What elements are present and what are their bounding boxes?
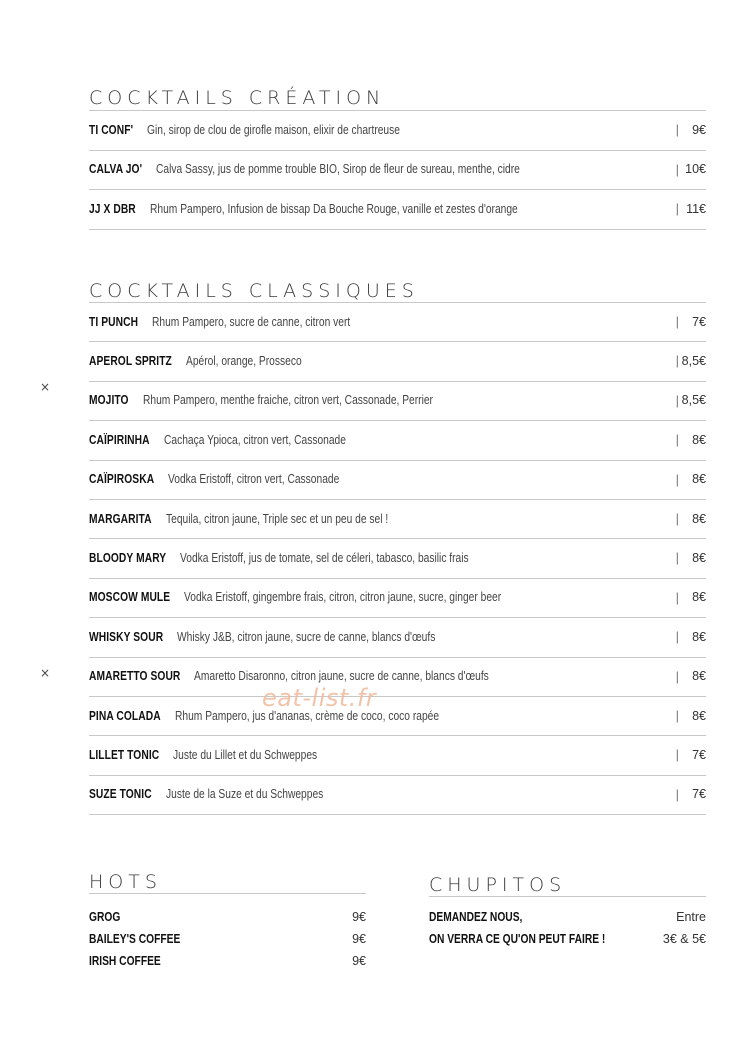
section-rule bbox=[89, 893, 366, 894]
item-price: 8€ bbox=[692, 472, 706, 487]
item-description: Tequila, citron jaune, Triple sec et un peu de sel ! bbox=[165, 511, 388, 526]
chupitos-price: Entre bbox=[676, 910, 706, 924]
item-name: CAÏPIROSKA bbox=[89, 472, 155, 487]
item-description: Rhum Pampero, Infusion de bissap Da Bouche Rouge, vanille et zestes d'orange bbox=[149, 201, 518, 216]
price-separator: | bbox=[675, 122, 679, 137]
price-separator: | bbox=[675, 161, 679, 177]
price-separator: | bbox=[675, 314, 679, 329]
hot-item bbox=[89, 906, 366, 928]
item-name: AMARETTO SOUR bbox=[89, 669, 181, 684]
item-price: 8€ bbox=[692, 511, 706, 526]
price-separator: | bbox=[675, 511, 679, 526]
chupitos-text: ON VERRA CE QU'ON PEUT FAIRE ! bbox=[429, 932, 606, 946]
watermark: eat-list.fr bbox=[262, 684, 377, 712]
price-separator: | bbox=[675, 786, 679, 802]
menu-item bbox=[89, 189, 706, 228]
item-description: Gin, sirop de clou de girofle maison, elixir de chartreuse bbox=[147, 122, 401, 137]
item-name: MOJITO bbox=[89, 393, 129, 408]
menu-item bbox=[89, 420, 706, 459]
margin-mark: × bbox=[40, 380, 51, 394]
item-name: GROG bbox=[89, 910, 121, 924]
menu-item bbox=[89, 775, 706, 814]
menu-item bbox=[89, 735, 706, 774]
menu-item bbox=[89, 538, 706, 577]
price-separator: | bbox=[675, 432, 679, 448]
item-description: Whisky J&B, citron jaune, sucre de canne, blancs d'œufs bbox=[177, 629, 436, 644]
item-price: 9€ bbox=[352, 954, 366, 968]
row-rule bbox=[89, 229, 706, 230]
menu-item bbox=[89, 302, 706, 341]
item-description: Apérol, orange, Prosseco bbox=[185, 353, 302, 368]
item-price: 10€ bbox=[685, 162, 706, 176]
section-title-chupitos: CHUPITOS bbox=[429, 874, 567, 896]
item-name: PINA COLADA bbox=[89, 708, 161, 723]
menu-item bbox=[89, 381, 706, 420]
section-title-cocktails-creation: COCKTAILS CRÉATION bbox=[89, 87, 386, 109]
item-description: Juste du Lillet et du Schweppes bbox=[173, 747, 318, 762]
hot-item bbox=[89, 950, 366, 972]
menu-item bbox=[89, 617, 706, 656]
item-description: Rhum Pampero, sucre de canne, citron vert bbox=[152, 314, 351, 329]
item-price: 7€ bbox=[692, 787, 706, 802]
menu-item bbox=[89, 150, 706, 189]
item-description: Vodka Eristoff, gingembre frais, citron, citron jaune, sucre, ginger beer bbox=[184, 590, 502, 605]
item-name: TI CONF' bbox=[89, 122, 134, 137]
menu-item bbox=[89, 341, 706, 380]
menu-item bbox=[89, 657, 706, 696]
price-separator: | bbox=[675, 392, 679, 408]
item-price: 9€ bbox=[352, 932, 366, 946]
item-price: 8€ bbox=[692, 708, 706, 723]
item-description: Rhum Pampero, jus d'ananas, crème de coco, coco rapée bbox=[174, 708, 439, 723]
item-description: Juste de la Suze et du Schweppes bbox=[165, 787, 323, 802]
item-description: Amaretto Disaronno, citron jaune, sucre de canne, blancs d'œufs bbox=[194, 669, 490, 684]
item-name: MOSCOW MULE bbox=[89, 590, 171, 605]
price-separator: | bbox=[675, 471, 679, 487]
item-price: 8€ bbox=[692, 590, 706, 605]
item-name: JJ X DBR bbox=[89, 201, 136, 216]
section-title-hots: HOTS bbox=[89, 871, 162, 893]
item-description: Cachaça Ypioca, citron vert, Cassonade bbox=[163, 432, 346, 447]
item-price: 8€ bbox=[692, 432, 706, 447]
item-name: BAILEY'S COFFEE bbox=[89, 932, 181, 946]
price-separator: | bbox=[675, 201, 679, 216]
item-name: LILLET TONIC bbox=[89, 747, 160, 762]
item-name: BLOODY MARY bbox=[89, 550, 167, 565]
price-separator: | bbox=[675, 668, 679, 684]
item-name: SUZE TONIC bbox=[89, 787, 152, 802]
item-price: 9€ bbox=[692, 122, 706, 137]
item-price: 8,5€ bbox=[681, 393, 706, 408]
menu-item bbox=[89, 499, 706, 538]
section-rule bbox=[429, 896, 706, 897]
price-separator: | bbox=[675, 589, 679, 605]
menu-item bbox=[89, 460, 706, 499]
item-price: 8€ bbox=[692, 669, 706, 684]
item-description: Rhum Pampero, menthe fraiche, citron vert, Cassonade, Perrier bbox=[142, 393, 433, 408]
item-price: 9€ bbox=[352, 910, 366, 924]
chupitos-text: DEMANDEZ NOUS, bbox=[429, 910, 523, 924]
item-name: APEROL SPRITZ bbox=[89, 353, 172, 368]
item-price: 8€ bbox=[692, 629, 706, 644]
menu-item bbox=[89, 578, 706, 617]
price-separator: | bbox=[675, 353, 679, 369]
price-separator: | bbox=[675, 629, 679, 645]
item-price: 7€ bbox=[692, 747, 706, 762]
price-separator: | bbox=[675, 550, 679, 566]
menu-item bbox=[89, 110, 706, 149]
item-description: Calva Sassy, jus de pomme trouble BIO, Sirop de fleur de sureau, menthe, cidre bbox=[156, 162, 520, 176]
item-name: TI PUNCH bbox=[89, 314, 139, 329]
item-price: 7€ bbox=[692, 314, 706, 329]
chupitos-line bbox=[429, 906, 706, 928]
item-price: 8,5€ bbox=[681, 353, 706, 368]
item-price: 8€ bbox=[692, 550, 706, 565]
row-rule bbox=[89, 814, 706, 815]
chupitos-line bbox=[429, 928, 706, 950]
menu-item bbox=[89, 696, 706, 735]
hot-item bbox=[89, 928, 366, 950]
item-price: 11€ bbox=[686, 201, 706, 216]
price-separator: | bbox=[675, 708, 679, 723]
item-name: MARGARITA bbox=[89, 511, 152, 526]
chupitos-price: 3€ & 5€ bbox=[662, 932, 706, 946]
price-separator: | bbox=[675, 747, 679, 763]
section-title-cocktails-classiques: COCKTAILS CLASSIQUES bbox=[89, 280, 419, 302]
item-name: WHISKY SOUR bbox=[89, 629, 164, 644]
item-name: CAÏPIRINHA bbox=[89, 432, 150, 447]
item-description: Vodka Eristoff, jus de tomate, sel de céleri, tabasco, basilic frais bbox=[180, 550, 469, 565]
item-description: Vodka Eristoff, citron vert, Cassonade bbox=[168, 472, 340, 487]
item-name: CALVA JO' bbox=[89, 162, 143, 176]
item-name: IRISH COFFEE bbox=[89, 954, 161, 968]
margin-mark: × bbox=[40, 666, 51, 680]
